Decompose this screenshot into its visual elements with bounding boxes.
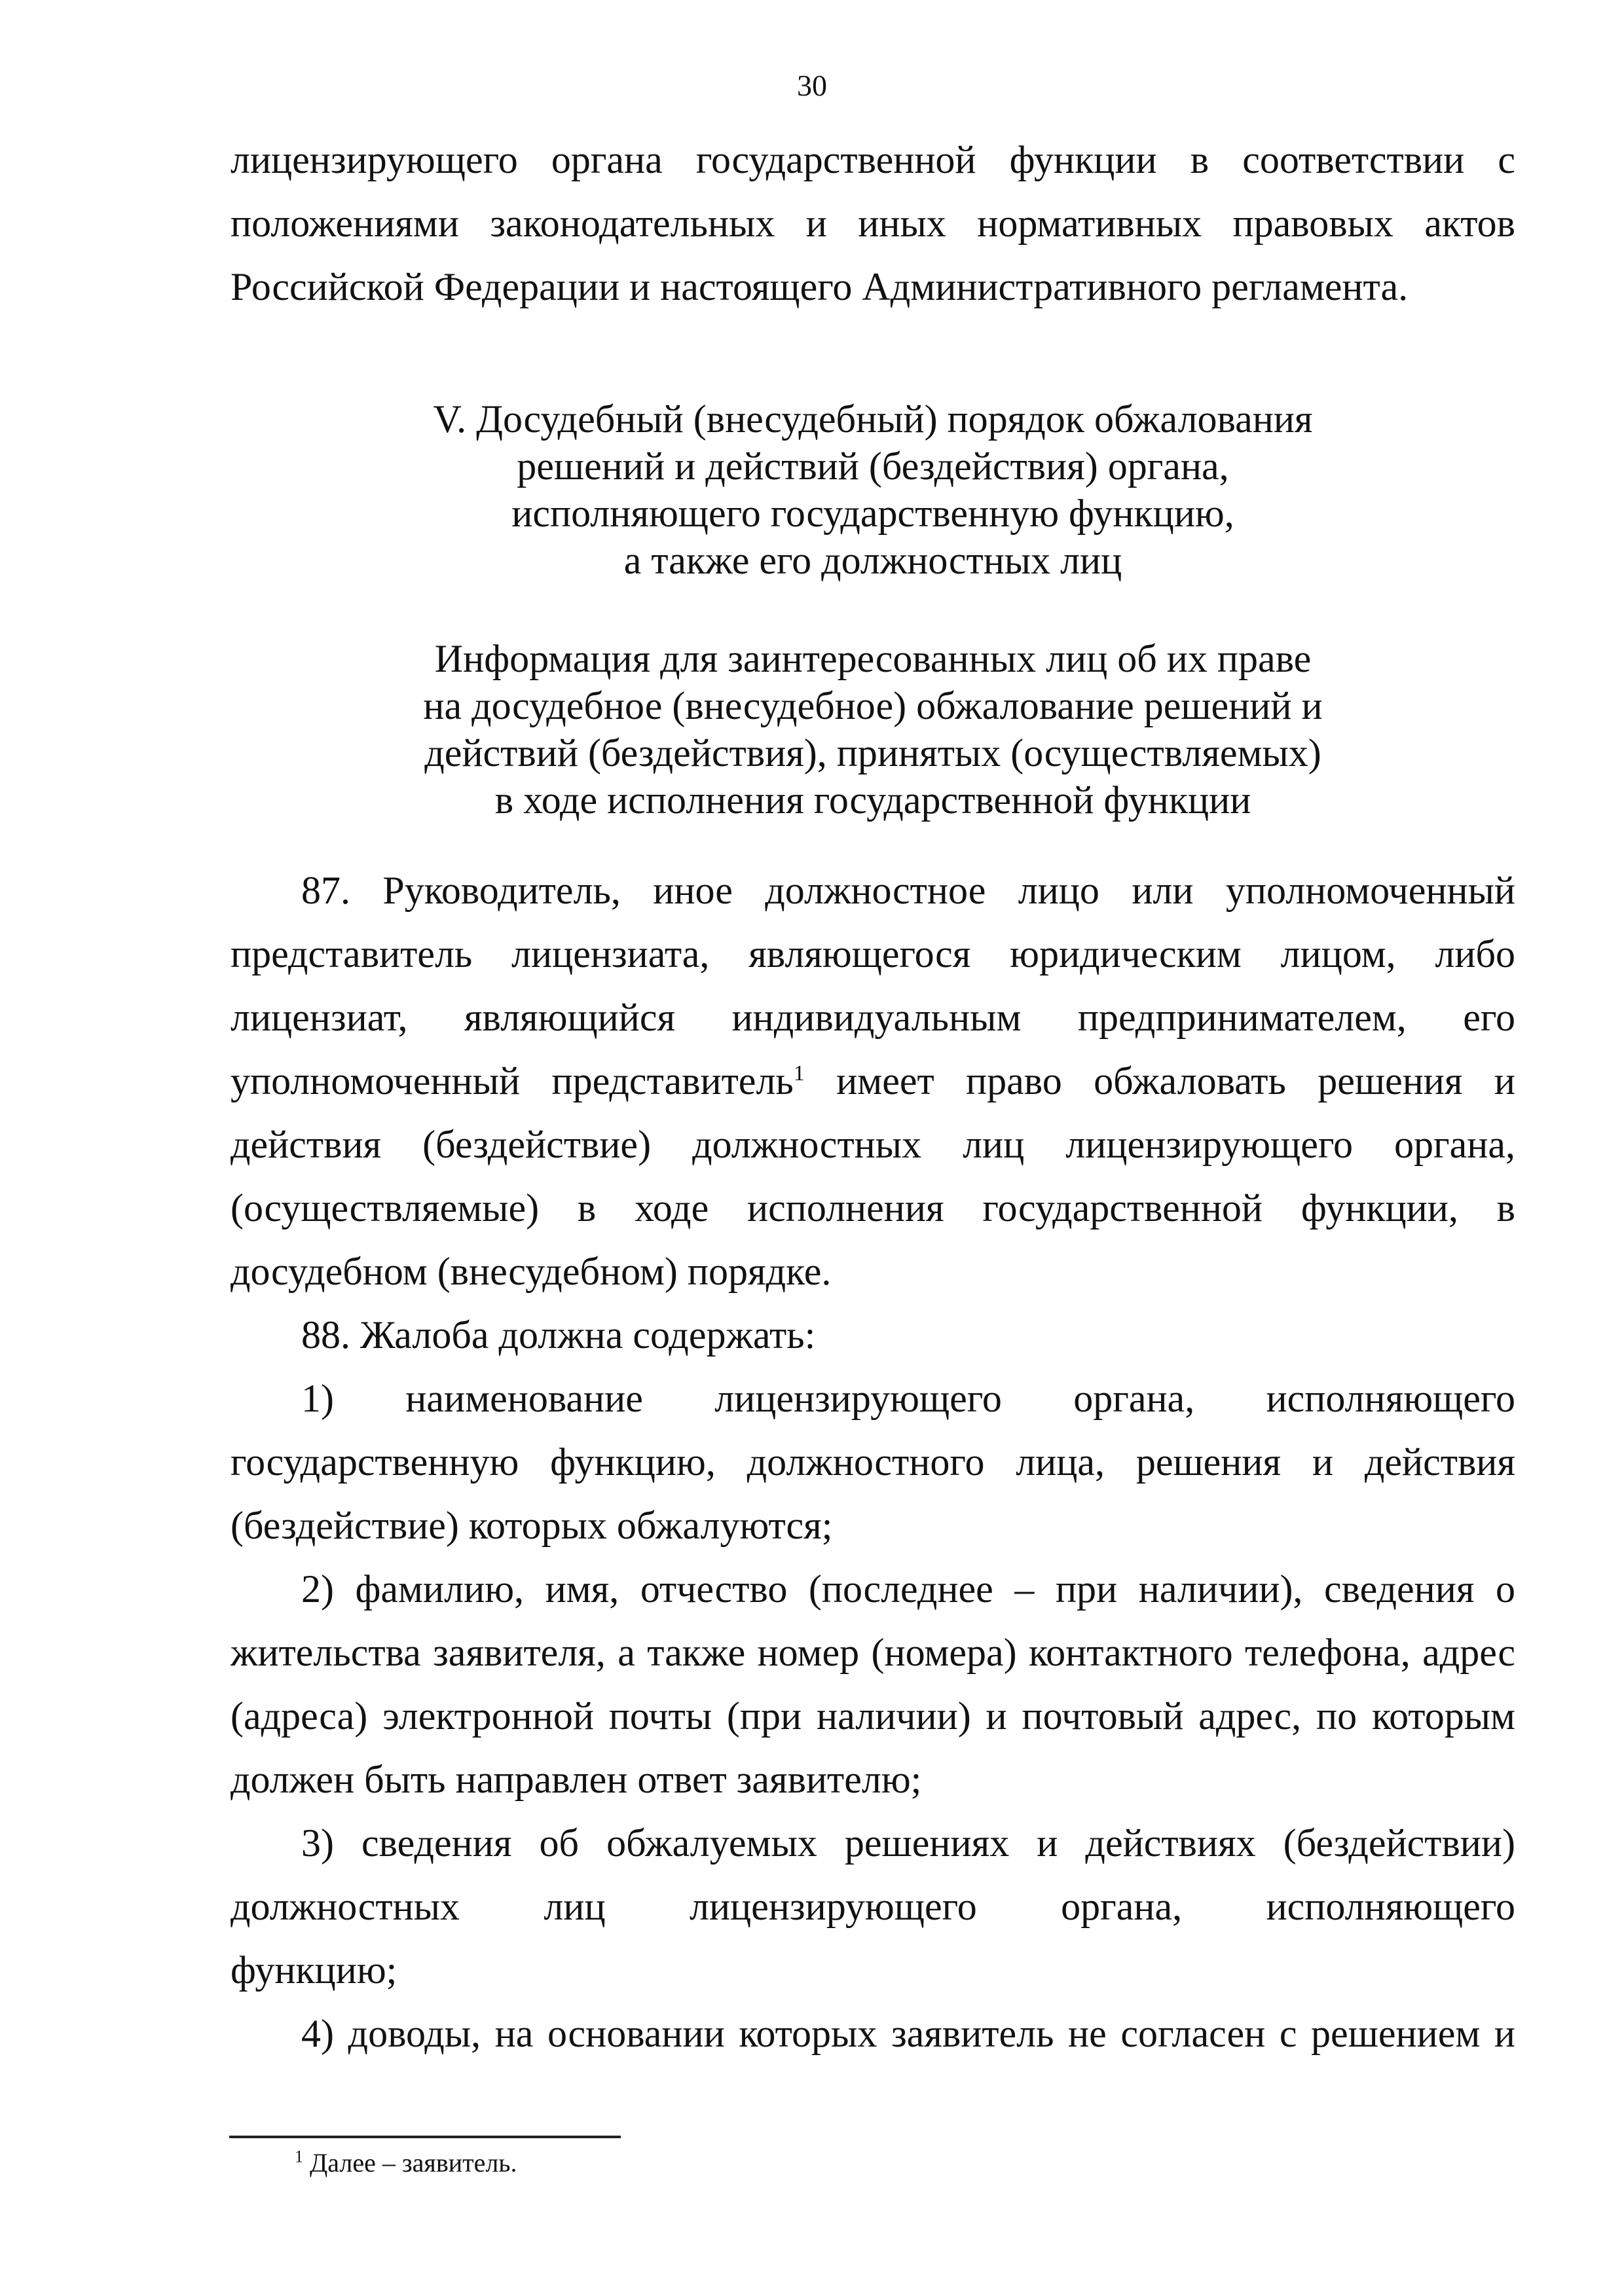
text-line: лицензирующего органа государственной функции в соответствии с xyxy=(231,138,1515,181)
text-line: досудебном (внесудебном) порядке. xyxy=(231,1250,832,1293)
text-line: должен быть направлен ответ заявителю; xyxy=(231,1758,922,1801)
list-item-4 xyxy=(231,2002,1515,2066)
text-line: должностных лиц лицензирующего органа, исполняющего xyxy=(231,1885,1515,1928)
footnote xyxy=(295,2147,517,2178)
text-line: функцию; xyxy=(231,1948,397,1992)
footnote-mark: 1 xyxy=(295,2147,303,2166)
footnote-separator xyxy=(229,2136,621,2138)
text-fragment: имеет право обжаловать решения и xyxy=(804,1059,1515,1102)
footnote-text: Далее – заявитель. xyxy=(303,2148,517,2178)
text-line: действия (бездействие) должностных лиц лицензирующего органа, xyxy=(231,1123,1515,1166)
text-line: (бездействие) которых обжалуются; xyxy=(231,1504,833,1547)
text-line: жительства заявителя, а также номер (номера) контактного телефона, адрес xyxy=(231,1631,1515,1674)
subsection-title xyxy=(231,635,1515,824)
list-item-3 xyxy=(231,1812,1515,2002)
subsection-title-line: действий (бездействия), принятых (осуществляемых) xyxy=(424,731,1321,774)
text-line: 1) наименование лицензирующего органа, исполняющего xyxy=(301,1377,1515,1420)
text-line: (адреса) электронной почты (при наличии) и почтовый адрес, по которым xyxy=(231,1694,1515,1738)
list-item-1 xyxy=(231,1367,1515,1558)
page-number: 30 xyxy=(797,69,827,102)
text-line: положениями законодательных и иных нормативных правовых актов xyxy=(231,202,1515,245)
section-title-line: исполняющего государственную функцию, xyxy=(511,492,1234,535)
section-title xyxy=(231,395,1515,584)
subsection-title-line: на досудебное (внесудебное) обжалование решений и xyxy=(423,684,1323,727)
text-line: Российской Федерации и настоящего Административного регламента. xyxy=(231,265,1409,308)
footnote-reference: 1 xyxy=(793,1061,805,1085)
section-title-line: V. Досудебный (внесудебный) порядок обжалования xyxy=(433,397,1313,441)
paragraph-88 xyxy=(231,1303,1515,1367)
text-line: 88. Жалоба должна содержать: xyxy=(301,1313,816,1357)
text-line: 3) сведения об обжалуемых решениях и действиях (бездействии) xyxy=(301,1821,1515,1865)
subsection-title-line: Информация для заинтересованных лиц об их праве xyxy=(434,637,1312,680)
section-title-line: решений и действий (бездействия) органа, xyxy=(517,445,1229,488)
text-line-with-footnote xyxy=(231,1049,1515,1113)
text-line: (осуществляемые) в ходе исполнения государственной функции, в xyxy=(231,1186,1515,1230)
paragraph-87 xyxy=(231,859,1515,1303)
intro-paragraph xyxy=(231,128,1515,319)
section-title-line: а также его должностных лиц xyxy=(623,539,1122,582)
subsection-title-line: в ходе исполнения государственной функции xyxy=(494,778,1251,822)
list-item-2 xyxy=(231,1558,1515,1812)
text-line: государственную функцию, должностного лица, решения и действия xyxy=(231,1440,1515,1484)
text-line: 87. Руководитель, иное должностное лицо или уполномоченный xyxy=(301,869,1515,912)
text-line: представитель лицензиата, являющегося юридическим лицом, либо xyxy=(231,932,1515,975)
text-line: лицензиат, являющийся индивидуальным предпринимателем, его xyxy=(231,996,1515,1039)
text-line: 4) доводы, на основании которых заявитель не согласен с решением и xyxy=(301,2012,1515,2055)
text-fragment: уполномоченный представитель xyxy=(231,1059,794,1102)
text-line: 2) фамилию, имя, отчество (последнее – при наличии), сведения о xyxy=(301,1567,1515,1611)
